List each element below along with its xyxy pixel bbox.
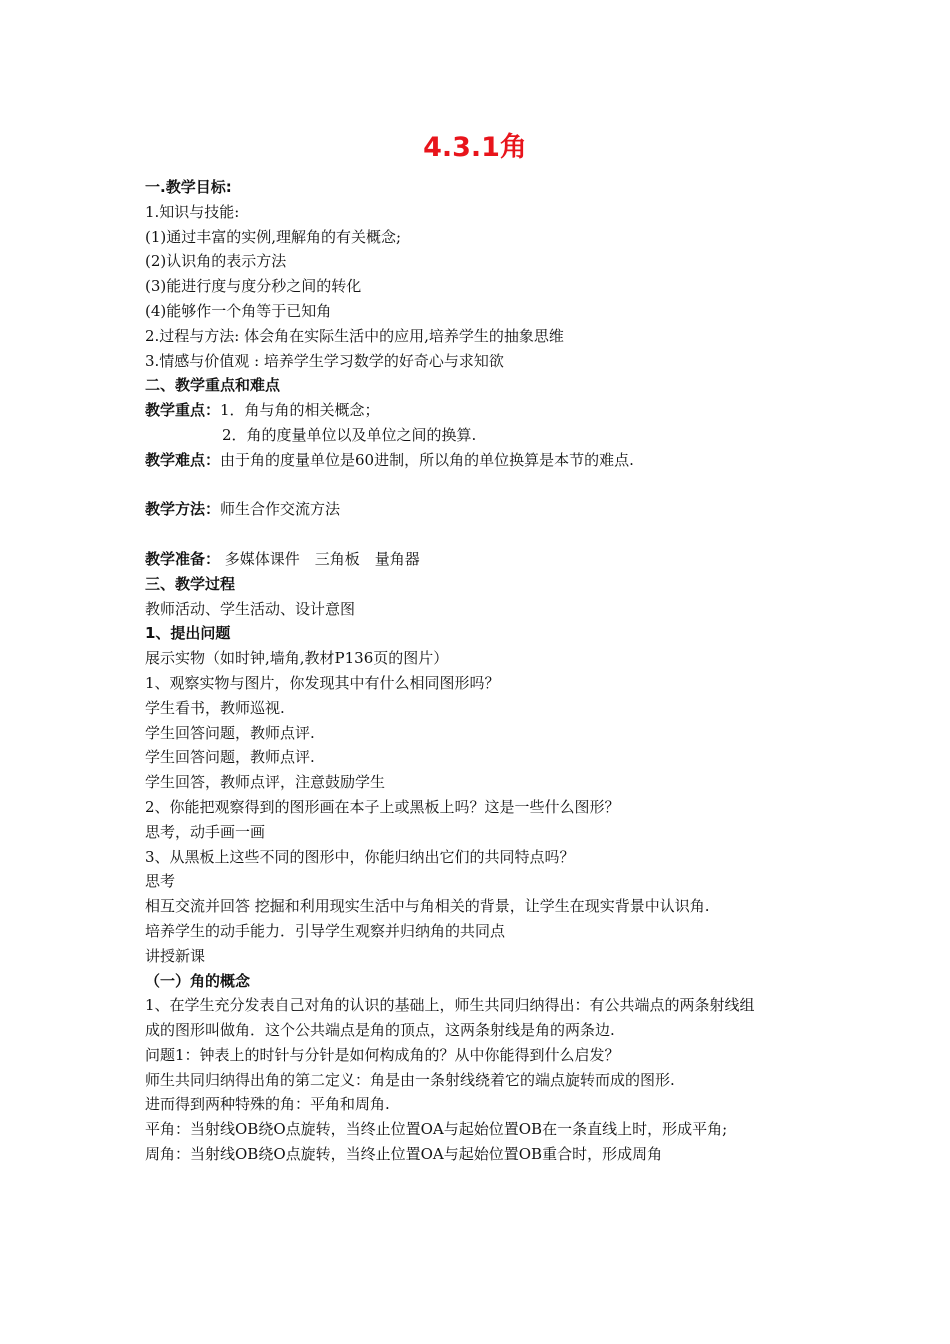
text-line: 2、你能把观察得到的图形画在本子上或黑板上吗？这是一些什么图形？: [145, 797, 620, 816]
text-line: 培养学生的动手能力．引导学生观察并归纳角的共同点: [145, 921, 506, 940]
text-line: 师生共同归纳得出角的第二定义：角是由一条射线绕着它的端点旋转而成的图形.: [145, 1070, 675, 1089]
text-line: 成的图形叫做角．这个公共端点是角的顶点，这两条射线是角的两条边.: [145, 1021, 615, 1040]
line-label: 教学难点：: [145, 450, 221, 469]
document-title: 4.3.1角: [423, 132, 527, 163]
blank-line: [145, 522, 815, 547]
line-text: 由于角的度量单位是60进制，所以角的单位换算是本节的难点.: [220, 450, 634, 469]
line-label: 教学准备：: [145, 549, 221, 568]
text-line: (4)能够作一个角等于已知角: [145, 301, 332, 320]
section-heading: 二、教学重点和难点: [145, 376, 281, 395]
text-line: 进而得到两种特殊的角：平角和周角.: [145, 1095, 390, 1114]
section-heading: 1、提出问题: [145, 624, 231, 643]
line-label: 教学方法：: [145, 500, 221, 519]
text-line: (3)能进行度与度分秒之间的转化: [145, 277, 362, 296]
text-line: (2)认识角的表示方法: [145, 252, 287, 271]
indented-line: 2．角的度量单位以及单位之间的换算.: [222, 425, 477, 444]
section-heading: 三、教学过程: [145, 574, 236, 593]
text-line: 平角：当射线OB绕O点旋转，当终止位置OA与起始位置OB在一条直线上时，形成平角;: [145, 1120, 728, 1139]
labeled-line: [145, 448, 815, 473]
text-line: 教师活动、学生活动、设计意图: [145, 599, 356, 618]
text-line: 3.情感与价值观 : 培养学生学习数学的好奇心与求知欲: [145, 351, 504, 370]
text-line: 思考: [145, 872, 176, 891]
labeled-line: [145, 398, 815, 423]
line-label: 教学重点：: [145, 401, 221, 420]
section-heading: （一）角的概念: [145, 971, 251, 990]
text-line: 讲授新课: [145, 946, 206, 965]
labeled-line: [145, 497, 815, 522]
labeled-line: [145, 547, 815, 572]
blank-line: [145, 473, 815, 498]
text-line: 学生回答问题，教师点评.: [145, 723, 315, 742]
text-line: 相互交流并回答 挖掘和利用现实生活中与角相关的背景，让学生在现实背景中认识角.: [145, 897, 710, 916]
text-line: 学生回答，教师点评，注意鼓励学生: [145, 773, 386, 792]
text-line: 1、观察实物与图片，你发现其中有什么相同图形吗？: [145, 673, 500, 692]
text-line: 学生看书，教师巡视.: [145, 698, 285, 717]
text-line: 2.过程与方法: 体会角在实际生活中的应用,培养学生的抽象思维: [145, 326, 564, 345]
text-line: 1.知识与技能:: [145, 202, 240, 221]
text-line: 思考，动手画一画: [145, 822, 266, 841]
text-line: 学生回答问题，教师点评.: [145, 748, 315, 767]
text-line: 3、从黑板上这些不同的图形中，你能归纳出它们的共同特点吗？: [145, 847, 575, 866]
document-body: [145, 175, 815, 1167]
text-line: 1、在学生充分发表自己对角的认识的基础上，师生共同归纳得出：有公共端点的两条射线组: [145, 996, 755, 1015]
text-line: 展示实物（如时钟,墙角,教材P136页的图片）: [145, 649, 449, 668]
text-line: 周角：当射线OB绕O点旋转，当终止位置OA与起始位置OB重合时，形成周角: [145, 1145, 663, 1164]
line-text: 师生合作交流方法: [220, 500, 341, 519]
text-line: 问题1：钟表上的时针与分针是如何构成角的？从中你能得到什么启发？: [145, 1045, 620, 1064]
text-line: (1)通过丰富的实例,理解角的有关概念;: [145, 227, 402, 246]
line-text: 多媒体课件 三角板 量角器: [220, 549, 420, 568]
section-heading: 一.教学目标:: [145, 178, 232, 196]
line-text: 1．角与角的相关概念；: [220, 401, 380, 420]
